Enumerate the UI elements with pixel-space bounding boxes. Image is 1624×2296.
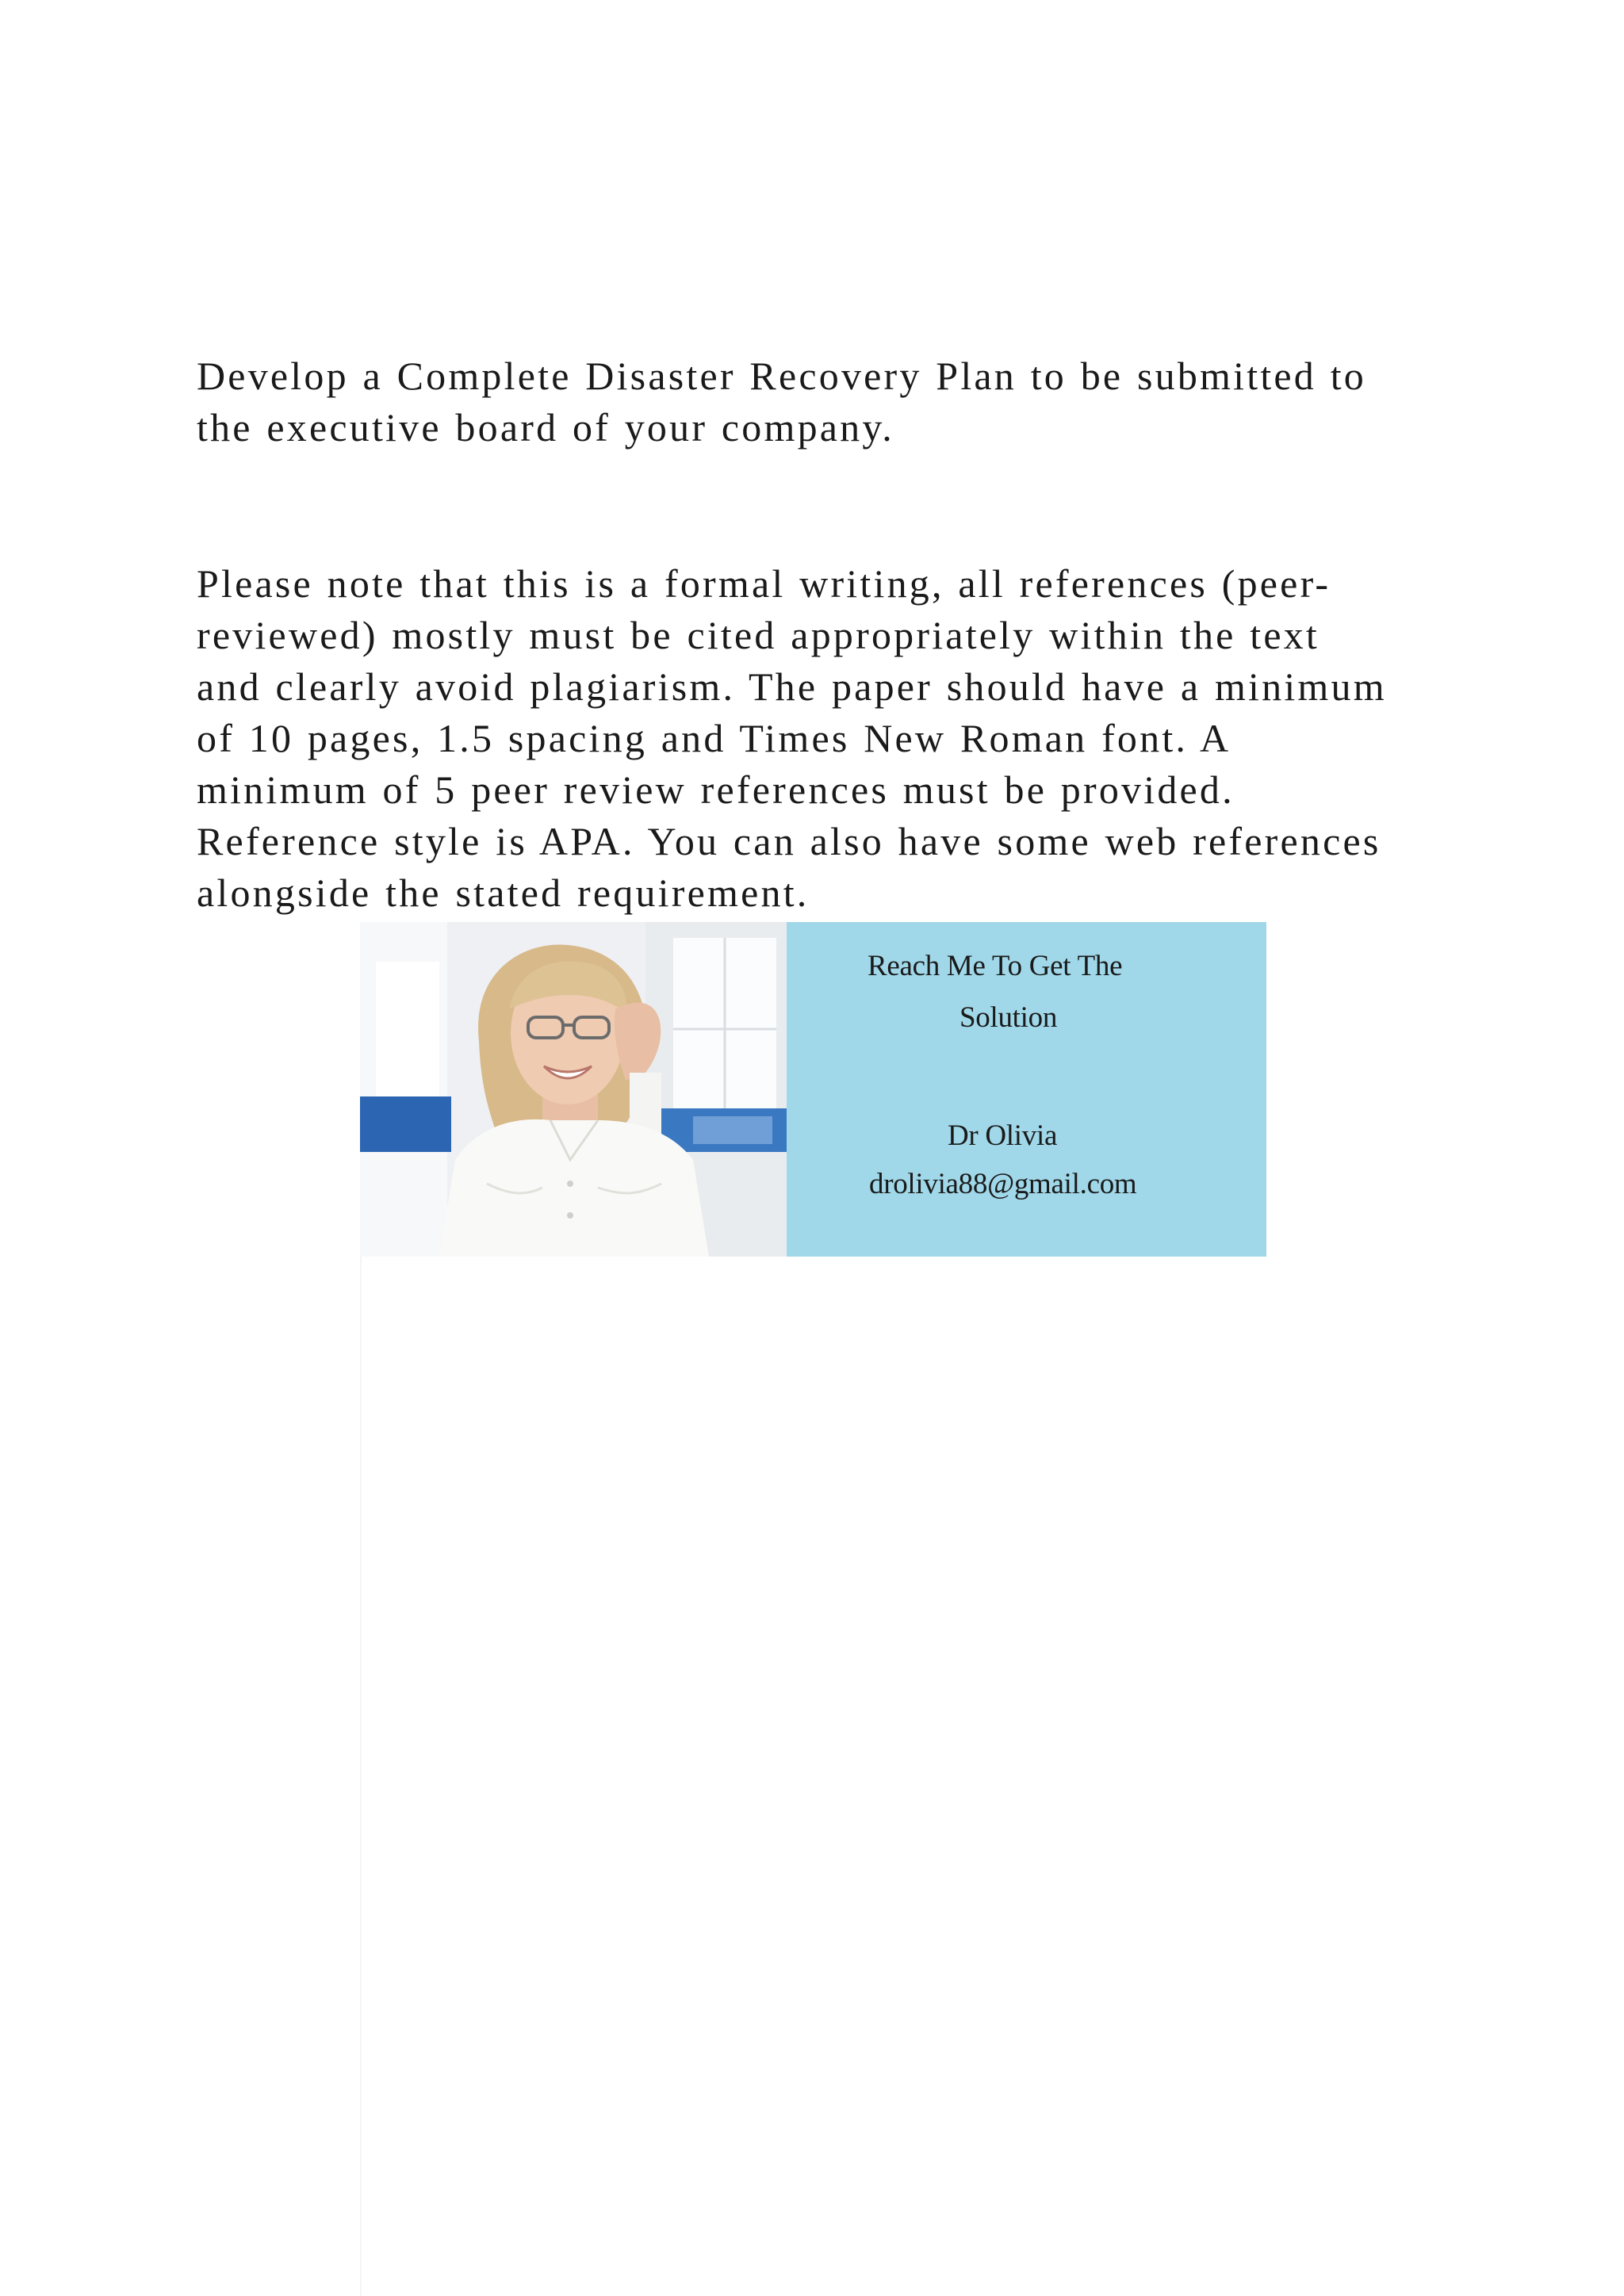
- instruction-paragraph: Develop a Complete Disaster Recovery Plan to be submitted to the executive board of your company.: [197, 354, 1366, 450]
- woman-photo: [360, 922, 787, 1257]
- requirements-paragraph: Please note that this is a formal writing, all references (peer- reviewed) mostly must be cited appropriately within the text and clearly avoid plagiarism. The paper should have a minimum of 10 pages, 1.5 spacing and Times New Roman font. A minimum of 5 peer review references must be provided. Reference style is APA. You can also have some web references alongside the stated requirement.: [197, 561, 1387, 915]
- banner-headline-continued: Solution: [959, 1001, 1058, 1034]
- contact-email[interactable]: drolivia88@gmail.com: [869, 1168, 1137, 1200]
- contact-name: Dr Olivia: [948, 1119, 1058, 1152]
- woman-photo-illustration: [360, 922, 787, 1257]
- banner-headline: Reach Me To Get The: [868, 950, 1123, 982]
- contact-banner: [360, 922, 1266, 1257]
- page-margin-line: [360, 1257, 362, 2296]
